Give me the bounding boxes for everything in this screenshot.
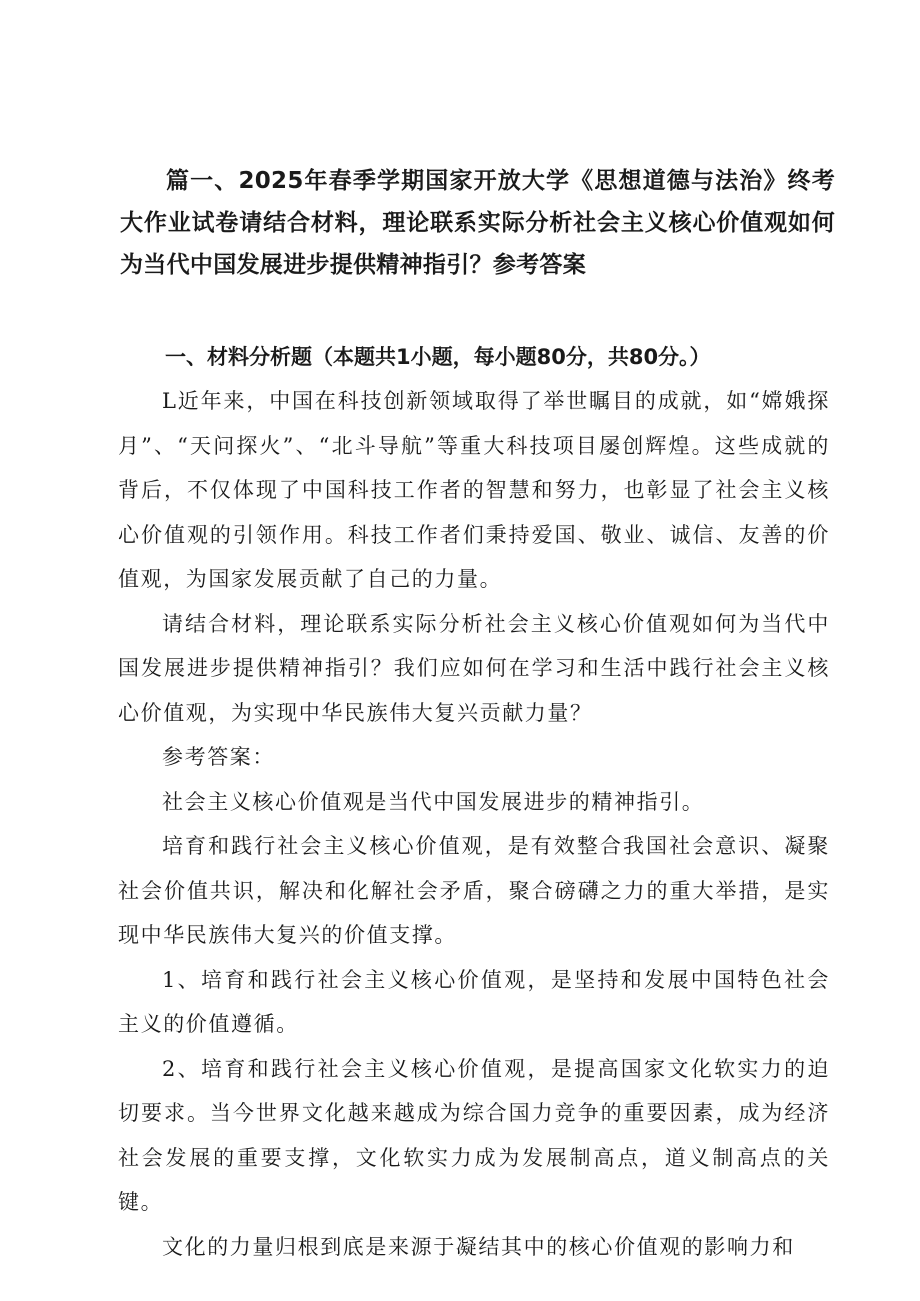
- paragraph-point-2: 2、培育和践行社会主义核心价值观，是提高国家文化软实力的迫切要求。当今世界文化越来越成为综合国力竞争的重要因素，成为经济社会发展的重要支撑，文化软实力成为发展制高点，道义制高点的关键。: [118, 1056, 830, 1214]
- paragraph-answer-intro: 培育和践行社会主义核心价值观，是有效整合我国社会意识、凝聚社会价值共识，解决和化解社会矛盾，聚合磅礴之力的重大举措，是实现中华民族伟大复兴的价值支撑。: [118, 834, 830, 947]
- document-body: [118, 379, 830, 1269]
- paragraph-answer-label: 参考答案：: [162, 745, 275, 769]
- paragraph-culture: 文化的力量归根到底是来源于凝结其中的核心价值观的影响力和: [162, 1234, 795, 1259]
- document-title: 篇一、2025年春季学期国家开放大学《思想道德与法治》终考大作业试卷请结合材料，理论联系实际分析社会主义核心价值观如何为当代中国发展进步提供精神指引？参考答案: [120, 168, 835, 278]
- paragraph-answer-thesis: 社会主义核心价值观是当代中国发展进步的精神指引。: [162, 789, 705, 814]
- paragraph-point-1: 1、培育和践行社会主义核心价值观，是坚持和发展中国特色社会主义的价值遵循。: [118, 967, 830, 1036]
- paragraph-question: 请结合材料，理论联系实际分析社会主义核心价值观如何为当代中国发展进步提供精神指引？我们应如何在学习和生活中践行社会主义核心价值观，为实现中华民族伟大复兴贡献力量？: [118, 611, 830, 725]
- paragraph-material: L近年来，中国在科技创新领域取得了举世瞩目的成就，如“嫦娥探月”、“天问探火”、“北斗导航”等重大科技项目屡创辉煌。这些成就的背后，不仅体现了中国科技工作者的智慧和努力，也彰显了社会主义核心价值观的引领作用。科技工作者们秉持爱国、敬业、诚信、友善的价值观，为国家发展贡献了自己的力量。: [118, 389, 830, 591]
- section-heading: 一、材料分析题（本题共1小题，每小题80分，共80分。）: [165, 345, 711, 369]
